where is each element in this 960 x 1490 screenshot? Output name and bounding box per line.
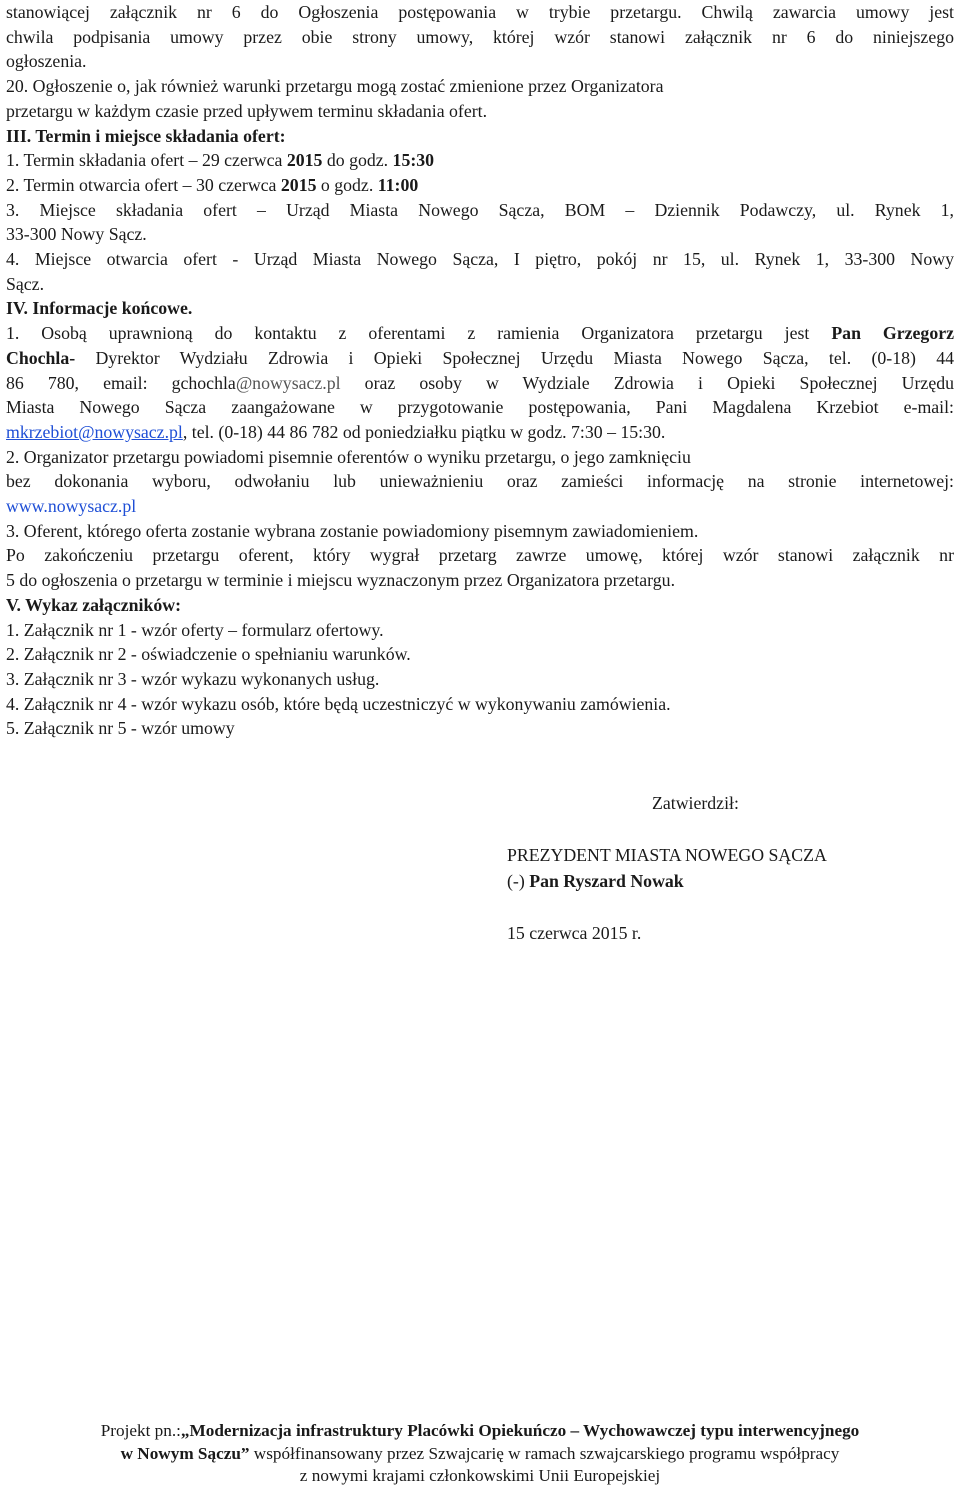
text: Dyrektor Wydziału Zdrowia i Opieki Społecznej Urzędu Miasta Nowego Sącza, tel. (0-18) 44 — [75, 347, 954, 368]
text: Miasta Nowego Sącza zaangażowane w przygotowanie postępowania, Pani Magdalena Krzebiot e-mail: — [6, 397, 954, 418]
text: 1. Osobą uprawnioną do kontaktu z oferentami z ramienia Organizatora przetargu jest — [6, 323, 832, 344]
attachment-item: 1. Załącznik nr 1 - wzór oferty – formularz ofertowy. — [6, 619, 384, 640]
attachment-item: 5. Załącznik nr 5 - wzór umowy — [6, 718, 235, 739]
paragraph-line — [6, 395, 954, 420]
paragraph-line: przetargu w każdym czasie przed upływem terminu składania ofert. — [6, 100, 488, 121]
email-link[interactable]: mkrzebiot@nowysacz.pl — [6, 421, 183, 442]
text: , tel. (0-18) 44 86 782 od poniedziałku piątku w godz. 7:30 – 15:30. — [182, 421, 666, 442]
text: bez dokonania wyboru, odwołaniu lub unieważnieniu oraz zamieści informację na stronie internetowej: — [6, 471, 954, 492]
list-item — [6, 148, 954, 173]
paragraph-line — [6, 25, 954, 50]
footer-line — [0, 1420, 960, 1443]
attachment-item: 4. Załącznik nr 4 - wzór wykazu osób, które będą uczestniczyć w wykonywaniu zamówienia. — [6, 693, 671, 714]
text: 4. Miejsce otwarcia ofert - Urząd Miasta Nowego Sącza, I piętro, pokój nr 15, ul. Rynek 1, 33-300 Nowy — [6, 249, 954, 270]
project-title: „Modernizacja infrastruktury Placówki Opiekuńczo – Wychowawczej typu interwencyjnego — [180, 1421, 860, 1440]
paragraph-line — [6, 346, 954, 371]
paragraph-line — [6, 494, 954, 519]
signatory-office: PREZYDENT MIASTA NOWEGO SĄCZA — [507, 845, 827, 865]
text: 1. Termin składania ofert – 29 czerwca — [6, 150, 287, 171]
text: 3. Miejsce składania ofert – Urząd Miasta Nowego Sącza, BOM – Dziennik Podawczy, ul. Rynek 1, — [6, 199, 954, 220]
contact-name: Chochla- — [6, 347, 76, 368]
paragraph-line: ogłoszenia. — [6, 51, 87, 72]
text: o godz. — [316, 174, 378, 195]
approved-label: Zatwierdził: — [652, 793, 739, 813]
list-item: 3. Oferent, którego oferta zostanie wybrana zostanie powiadomiony pisemnym zawiadomieniem. — [6, 520, 699, 541]
list-item — [6, 247, 954, 272]
attachment-item: 3. Załącznik nr 3 - wzór wykazu wykonanych usług. — [6, 668, 380, 689]
list-item — [6, 321, 954, 346]
page-footer — [0, 1420, 960, 1488]
list-item — [6, 173, 954, 198]
paragraph-line — [6, 469, 954, 494]
text: 2. Termin otwarcia ofert – 30 czerwca — [6, 174, 281, 195]
section-heading-iii: III. Termin i miejsce składania ofert: — [6, 125, 286, 146]
paragraph-line — [6, 543, 954, 568]
website-link[interactable]: www.nowysacz.pl — [6, 496, 137, 517]
paragraph-line: 20. Ogłoszenie o, jak również warunki przetargu mogą zostać zmienione przez Organizatora — [6, 76, 664, 97]
paragraph-line — [6, 0, 954, 25]
text: 2015 — [280, 174, 317, 195]
attachment-item: 2. Załącznik nr 2 - oświadczenie o spełnianiu warunków. — [6, 644, 411, 665]
paragraph-line — [6, 371, 954, 396]
list-item: 2. Organizator przetargu powiadomi pisemnie oferentów o wyniku przetargu, o jego zamknięciu — [6, 446, 691, 467]
footer-line: z nowymi krajami członkowskimi Unii Europejskiej — [299, 1466, 661, 1486]
paragraph-line — [6, 420, 954, 445]
text: oraz osoby w Wydziale Zdrowia i Opieki Społecznej Urzędu — [340, 372, 954, 393]
text: chwila podpisania umowy przez obie strony umowy, której wzór stanowi załącznik nr 6 do niniejszego — [6, 26, 954, 47]
footer-line — [0, 1443, 960, 1466]
section-heading-iv: IV. Informacje końcowe. — [6, 298, 193, 319]
text: Projekt pn.: — [100, 1421, 181, 1440]
text: Pan Ryszard Nowak — [529, 871, 684, 891]
text: 86 780, email: gchochla — [6, 372, 236, 393]
text: Po zakończeniu przetargu oferent, który wygrał przetarg zawrze umowę, której wzór stanowi załącznik nr — [6, 545, 954, 566]
section-heading-v: V. Wykaz załączników: — [6, 594, 182, 615]
text: współfinansowany przez Szwajcarię w ramach szwajcarskiego programu współpracy — [249, 1443, 840, 1463]
text: stanowiącej załącznik nr 6 do Ogłoszenia postępowania w trybie przetargu. Chwilą zawarcia umowy jest — [6, 2, 954, 22]
signatory-name — [507, 871, 684, 892]
list-item — [6, 198, 954, 223]
document-body — [6, 0, 954, 741]
signature-date: 15 czerwca 2015 r. — [507, 923, 642, 943]
text: 15:30 — [392, 150, 435, 171]
project-title: w Nowym Sączu” — [120, 1443, 250, 1463]
text: 11:00 — [377, 174, 419, 195]
paragraph-line: 5 do ogłoszenia o przetargu w terminie i miejscu wyznaczonym przez Organizatora przetargu. — [6, 570, 676, 591]
text: 2015 — [286, 150, 323, 171]
text: (-) — [507, 871, 530, 891]
text: do godz. — [322, 150, 393, 171]
email-domain: @nowysacz.pl — [235, 372, 341, 393]
contact-name: Pan Grzegorz — [831, 323, 954, 344]
list-item-continuation: Sącz. — [6, 273, 45, 294]
list-item-continuation: 33-300 Nowy Sącz. — [6, 224, 147, 245]
